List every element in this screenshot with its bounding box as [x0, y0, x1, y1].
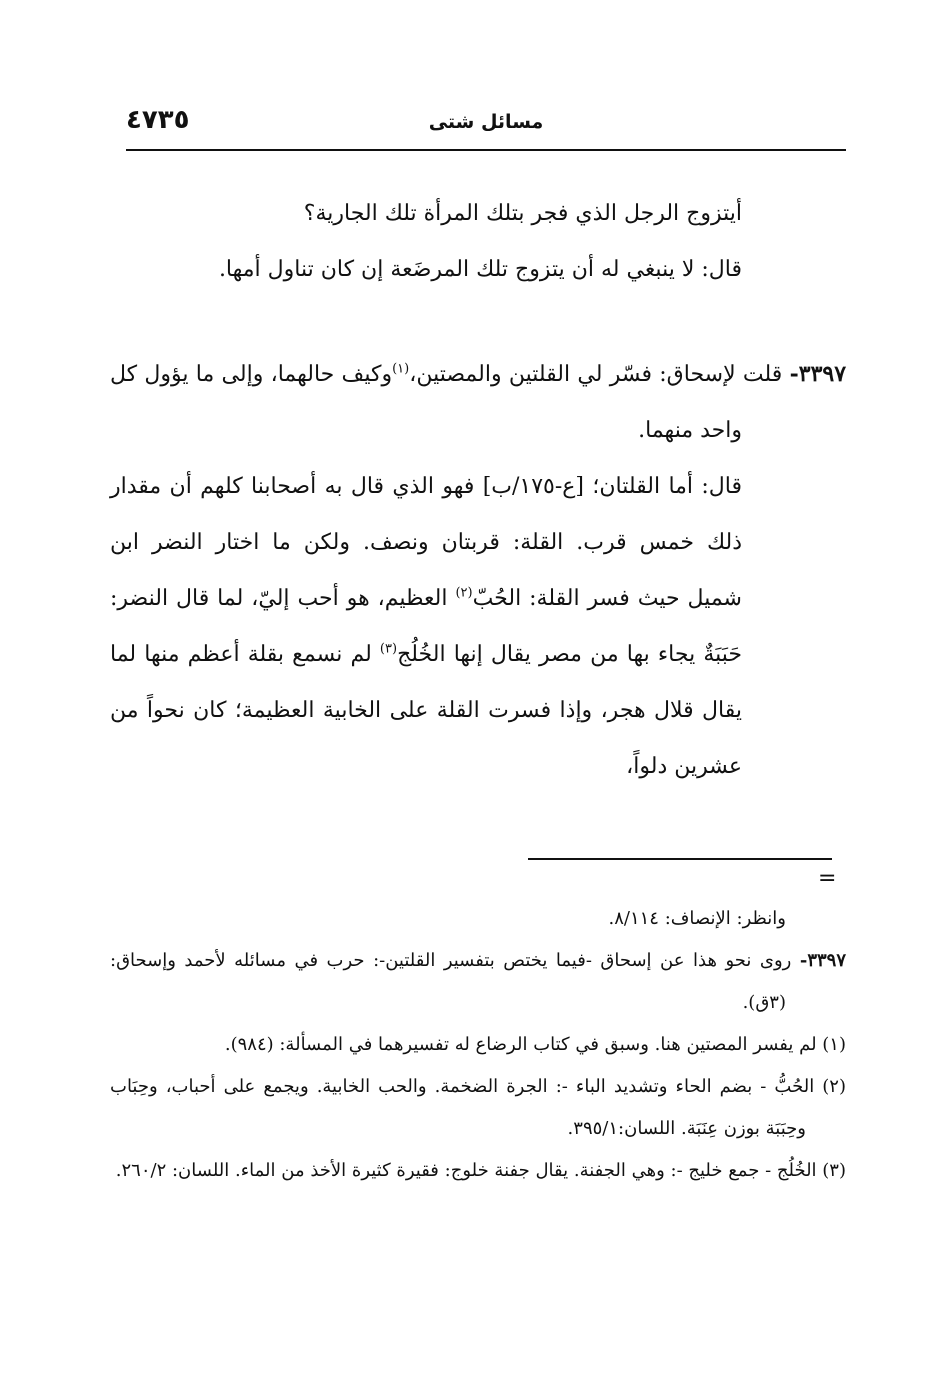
footnote-1: (١) لم يفسر المصتين هنا. وسبق في كتاب الرضاع له تفسيرهما في المسألة: (٩٨٤). [224, 1034, 846, 1055]
continuation-line-2: قال: لا ينبغي له أن يتزوج تلك المرضَعة إن كان تناول أمها. [218, 257, 742, 282]
footnote-ref-1: (١) [392, 361, 410, 377]
entry-answer [110, 459, 846, 795]
entry-question [110, 346, 846, 459]
continuation-line-1: أيتزوج الرجل الذي فجر بتلك المرأة تلك الجارية؟ [303, 201, 742, 226]
entry-number: ٣٣٩٧- [789, 361, 847, 387]
footnote-continued: وانظر: الإنصاف: ٨/١١٤. [608, 908, 786, 929]
answer-part-a: قال: أما القلتان؛ [ع-١٧٥/ب] فهو الذي قال به أصحابنا كلهم أن مقدار ذلك خمس قرب. القلة: قربتان ونصف. ولكن ما اختار النضر ابن شميل حيث فسر القلة: الحُبّ [110, 474, 743, 611]
footnote-entry [110, 940, 846, 1024]
footnote-separator [528, 858, 832, 860]
continued-note-marker: = [818, 866, 837, 891]
continuation-text [110, 186, 846, 298]
footnote-3: (٣) الخُلُج - جمع خليج -: وهي الجفنة. يقال جفنة خلوج: فقيرة كثيرة الأخذ من الماء. اللسان: ٢٦٠/٢. [115, 1160, 846, 1181]
answer-part-b: العظيم، هو أحب إليّ، لما قال النضر: حَبَبَةٌ يجاء بها من مصر يقال إنها الخُلُج [110, 586, 742, 667]
footnote-entry-number: ٣٣٩٧- [799, 950, 846, 971]
question-part-b: وكيف حالهما، وإلى ما يؤول كل واحد منهما. [110, 362, 742, 443]
footnote-entry-text: روى نحو هذا عن إسحاق -فيما يختص بتفسير القلتين-: حرب في مسائله لأحمد وإسحاق: (٣ق). [110, 950, 800, 1013]
entry-3397 [110, 346, 846, 795]
footnote-rule-wrap [528, 858, 832, 860]
footnote-ref-2: (٢) [455, 585, 473, 601]
question-part-a: قلت لإسحاق: فسّر لي القلتين والمصتين، [409, 362, 790, 387]
running-title: مسائل شتى [428, 111, 544, 133]
answer-part-c: لم نسمع بقلة أعظم منها لما يقال قلال هجر، وإذا فسرت القلة على الخابية العظيمة؛ كان نحواً من عشرين دلواً، [110, 642, 742, 779]
page-header [126, 103, 846, 151]
footnote-ref-3: (٣) [379, 641, 398, 657]
footnotes [110, 898, 846, 1192]
page-number: ٤٧٣٥ [126, 105, 190, 135]
footnote-2: (٢) الحُبُّ - بضم الحاء وتشديد الباء -: الجرة الضخمة. والحب الخابية. ويجمع على أحباب، وحِبَاب وحِبَبَة بوزن عِنَبَة. اللسان:٣٩٥/١. [110, 1076, 846, 1139]
